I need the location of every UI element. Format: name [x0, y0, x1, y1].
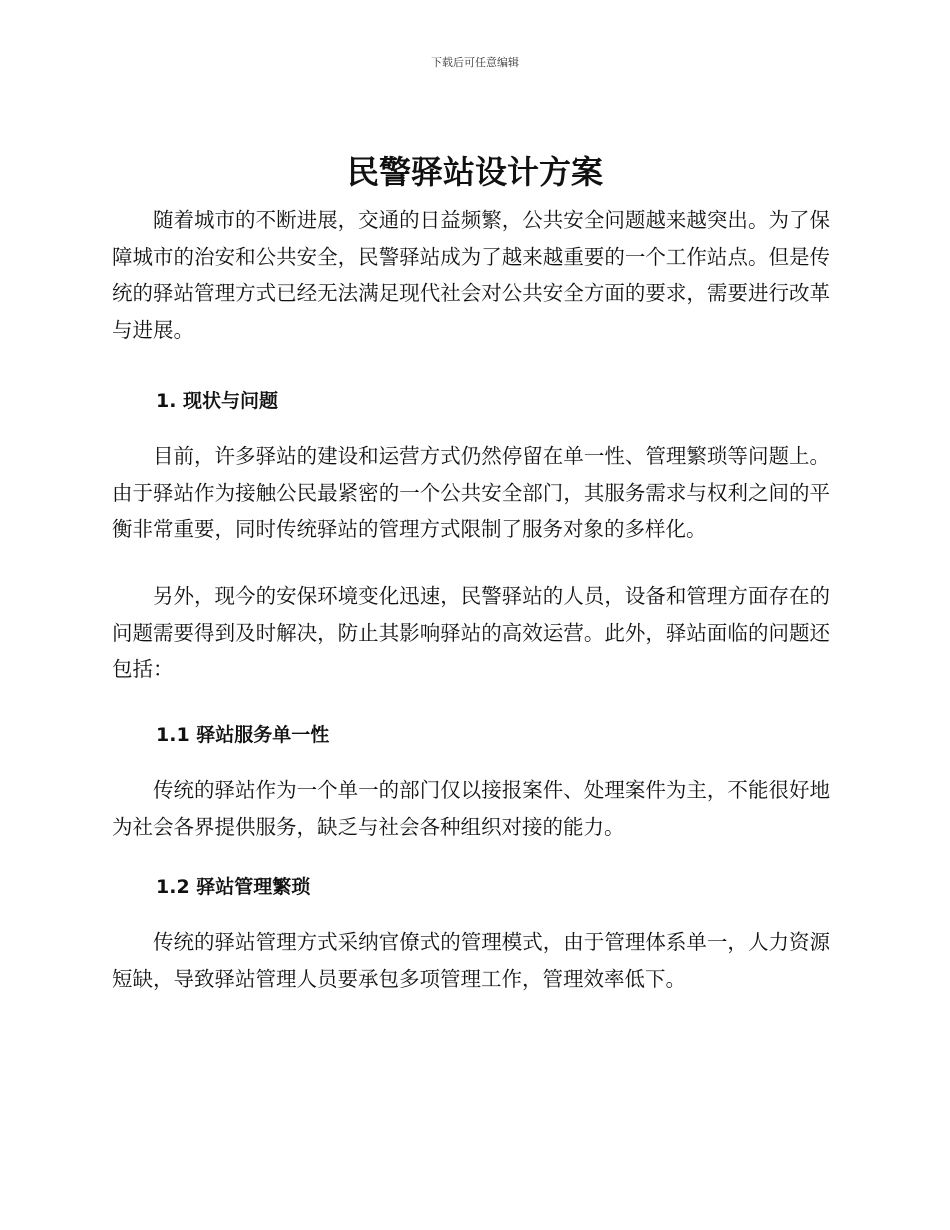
header-note: 下载后可任意编辑 — [431, 56, 519, 69]
status-paragraph-1: 目前，许多驿站的建设和运营方式仍然停留在单一性、管理繁琐等问题上。由于驿站作为接触公民最紧密的一个公共安全部门，其服务需求与权利之间的平衡非常重要，同时传统驿站的管理方式限制了服务对象的多样化。 — [112, 444, 830, 541]
document-title: 民警驿站设计方案 — [346, 153, 603, 191]
subsection-heading-single-service: 1.1 驿站服务单一性 — [156, 724, 330, 746]
section-heading-status: 1. 现状与问题 — [156, 390, 279, 412]
single-service-paragraph: 传统的驿站作为一个单一的部门仅以接报案件、处理案件为主，不能很好地为社会各界提供服务，缺乏与社会各种组织对接的能力。 — [112, 778, 830, 839]
intro-paragraph: 随着城市的不断进展，交通的日益频繁，公共安全问题越来越突出。为了保障城市的治安和公共安全，民警驿站成为了越来越重要的一个工作站点。但是传统的驿站管理方式已经无法满足现代社会对公共安全方面的要求，需要进行改革与进展。 — [112, 208, 830, 342]
status-paragraph-2: 另外，现今的安保环境变化迅速，民警驿站的人员，设备和管理方面存在的问题需要得到及时解决，防止其影响驿站的高效运营。此外，驿站面临的问题还包括： — [112, 584, 830, 681]
subsection-heading-complex-management: 1.2 驿站管理繁琐 — [156, 876, 311, 898]
complex-management-paragraph: 传统的驿站管理方式采纳官僚式的管理模式，由于管理体系单一，人力资源短缺，导致驿站管理人员要承包多项管理工作，管理效率低下。 — [112, 930, 830, 991]
